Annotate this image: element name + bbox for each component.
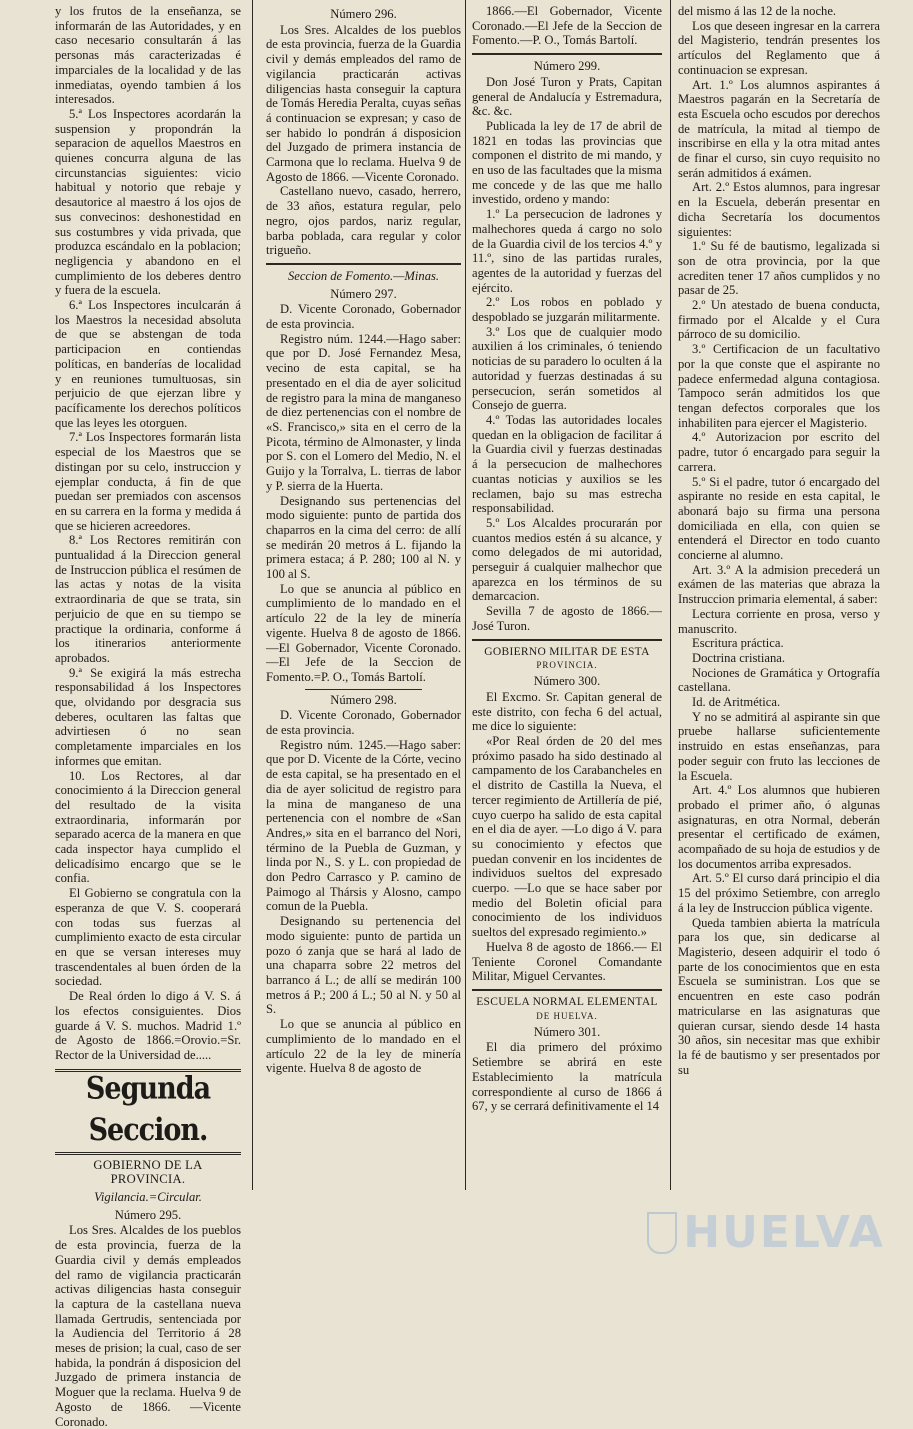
- paragraph: «Por Real órden de 20 del mes próximo pasado ha sido destinado al campamento de los Carabancheles en el distrito de Castilla la Nueva, el tercer regimiento de Artillería de pié, cuyo cuerpo ha salido de esta capital en el dia de ayer. —Lo digo á V. para su conocimiento y efectos que puedan convenir en los incidentes de individuos sueltos del expresado cuerpo. —Lo que se hace saber por medio del Boletin oficial para conocimiento de los individuos sueltos del expresado regimiento.»: [472, 734, 662, 940]
- paragraph: Castellano nuevo, casado, herrero, de 33 años, estatura regular, pelo negro, ojos pardos, nariz regular, barba poblada, cara regular y color trigueño.: [266, 184, 461, 258]
- paragraph: El dia primero del próximo Setiembre se abrirá en este Establecimiento la matrícula correspondiente al curso de 1866 á 67, y se cerrará definitivamente el 14: [472, 1040, 662, 1114]
- paragraph: Sevilla 7 de agosto de 1866.— José Turon.: [472, 604, 662, 633]
- number-heading: Número 296.: [330, 7, 397, 21]
- column-3: [472, 4, 662, 1216]
- paragraph: Designando sus pertenencias del modo siguiente: punto de partida dos chaparros en la cima del cerro: de allí se medirán 20 metros á L. fijando la primera estaca; á P. 280; 100 al N. y 100 al S.: [266, 493, 461, 582]
- paragraph: Lo que se anuncia al público en cumplimiento de lo mandado en el artículo 22 de la ley de minería vigente. Huelva 8 de agosto de: [266, 1017, 461, 1076]
- paragraph: Registro núm. 1245.—Hago saber: que por D. Vicente de la Córte, vecino de esta capital, se ha presentado en el dia de ayer solicitud de registro para la mina de manganeso de una pertenencia con el nombre de «San Andres,» sita en el barranco del Nori, término de la Puebla de Guzman, y linda por N., S. y L. con propiedad de don Pedro Carrasco y P. camino de Paimogo al Thársis y Alosno, campo comun de la Puebla.: [266, 737, 461, 914]
- separator: [305, 689, 422, 690]
- fomento-heading: Seccion de Fomento.—Minas.: [287, 268, 440, 283]
- number-heading: Número 297.: [330, 286, 397, 301]
- paragraph: 6.ª Los Inspectores inculcarán á los Maestros la necesidad absoluta de que se abstengan de toda participacion en contiendas políticas, en banderías de localidad y en reuniones tumultuosas, sin perjuicio de que ejerzan libre y pacíficamente los derechos políticos que las leyes les otorguen.: [55, 298, 241, 430]
- vigilancia-heading: Vigilancia.=Circular.: [94, 1190, 202, 1205]
- paragraph: Los Sres. Alcaldes de los pueblos de esta provincia, fuerza de la Guardia civil y demás empleados del ramo de vigilancia practicarán activas diligencias hasta conseguir la captura de Tomás Heredia Peralta, cuyas señas á continuacion se expresan; y caso de ser habido lo pondrán á disposicion del Juzgado de primera instancia de Carmona que lo reclama. Huelva 9 de Agosto de 1866. —Vicente Coronado.: [266, 22, 461, 184]
- paragraph: 2.º Los robos en poblado y despoblado se juzgarán militarmente.: [472, 295, 662, 325]
- paragraph: De Real órden lo digo á V. S. á los efectos consiguientes. Dios guarde á V. S. muchos. Madrid 1.º de Agosto de 1866.=Orovio.=Sr. Rector de la Universidad de.....: [55, 989, 241, 1062]
- paragraph: D. Vicente Coronado, Gobernador de esta provincia.: [266, 708, 461, 738]
- number-heading: Número 300.: [533, 674, 601, 689]
- list-item: Escritura práctica.: [692, 636, 784, 651]
- paragraph: 10. Los Rectores, al dar conocimiento á la Direccion general del resultado de la visita extraordinaria, informarán por separado acerca de la manera en que cada inspector haya cumplido el delicadísimo encargo que se le confia.: [55, 768, 241, 886]
- paragraph: D. Vicente Coronado, Gobernador de esta provincia.: [266, 302, 461, 332]
- paragraph: 5.º Los Alcaldes procurarán por cuantos medios estén á su alcance, y como delegados de mi autoridad, perseguir á cualquier malhechor que aparezca en los términos de su demarcacion.: [472, 515, 662, 604]
- list-item: Id. de Aritmética.: [692, 695, 781, 710]
- paragraph: Art. 5.º El curso dará principio el dia 15 del próximo Setiembre, con arreglo á la ley de Instruccion pública vigente.: [678, 871, 880, 915]
- column-2: [266, 4, 461, 1216]
- gobierno-heading: GOBIERNO DE LA PROVINCIA.: [93, 1157, 203, 1187]
- list-item: Lectura corriente en prosa, verso y manuscrito.: [678, 606, 880, 636]
- paragraph: Huelva 8 de agosto de 1866.— El Teniente Coronel Comandante Militar, Miguel Cervantes.: [472, 939, 662, 984]
- section-rule: [55, 1152, 241, 1155]
- paragraph: El Excmo. Sr. Capitan general de este distrito, con fecha 6 del actual, me dice lo siguiente:: [472, 689, 662, 734]
- section-title: Segunda Seccion.: [85, 1070, 211, 1148]
- watermark-text: HUELVA: [683, 1207, 885, 1258]
- provincia-subheading: PROVINCIA.: [536, 660, 598, 671]
- huelva-watermark: [647, 1207, 885, 1258]
- paragraph: del mismo á las 12 de la noche.: [678, 4, 837, 18]
- escuela-heading: ESCUELA NORMAL ELEMENTAL: [476, 996, 658, 1008]
- paragraph: Art. 1.º Los alumnos aspirantes á Maestros pagarán en la Secretaría de esta Escuela ocho escudos por derechos de matrícula, la mitad al tiempo de inscribirse en ella y la otra mitad antes de finar el curso, sin cuyo requisito no serán admitidos á exámen.: [678, 77, 880, 180]
- paragraph: 2.º Un atestado de buena conducta, firmado por el Alcalde y el Cura párroco de su domicilio.: [678, 298, 880, 342]
- number-heading: Número 299.: [533, 59, 601, 74]
- paragraph: 8.ª Los Rectores remitirán con puntualidad á la Direccion general de Instruccion pública el resúmen de las actas y notas de la visita extraordinaria de que se trata, sin perjuicio de que en su tiempo se practique la ordinaria, conforme á los itinerarios anteriormente aprobados.: [55, 533, 241, 665]
- paragraph: Registro núm. 1244.—Hago saber: que por D. José Fernandez Mesa, vecino de esta capital, se ha presentado en el dia de ayer solicitud de registro para la mina de manganeso de diez pertenencias con el nombre de «S. Francisco,» sita en el cerro de la Picota, término de Almonaster, y linda por S. con el Lomero del Medio, N. el Guijo y la Torralva, L. tierras de labor y P. sierra de la Huerta.: [266, 331, 461, 493]
- paragraph: Y no se admitirá al aspirante sin que pruebe hallarse suficientemente instruido en estas enseñanzas, para poder seguir con fruto las lecciones de la Escuela.: [678, 709, 880, 783]
- number-heading: Número 298.: [330, 692, 397, 707]
- paragraph: 3.º Certificacion de un facultativo por la que conste que el aspirante no padece enfermedad alguna contagiosa. Tampoco serán admitidos los que tengan defectos corporales que los inhabiliten para ejercer el Magisterio.: [678, 342, 880, 430]
- column-rule: [465, 0, 466, 1190]
- column-4: [678, 4, 880, 1216]
- number-heading: Número 295.: [114, 1207, 182, 1222]
- column-rule: [670, 0, 671, 1190]
- paragraph: Los que deseen ingresar en la carrera del Magisterio, tendrán presentes los artículos del Reglamento que á continuacion se expresan.: [678, 18, 880, 77]
- paragraph: 4.º Todas las autoridades locales quedan en la obligacion de facilitar á la Guardia civil y fuerzas destinadas á la persecucion de malhechores cuantas noticias y auxilios se les reclamen, bajo su mas estrecha responsabilidad.: [472, 412, 662, 516]
- column-rule: [252, 0, 253, 1190]
- shield-icon: [647, 1212, 677, 1254]
- gobierno-militar-heading: GOBIERNO MILITAR DE ESTA: [484, 645, 650, 658]
- paragraph: Designando su pertenencia del modo siguiente: punto de partida un pozo ó zanja que se hará al lado de una chaparra sobre 22 metros del barranco á L.; de allí se medirán 100 metros á P.; 200 á L.; 50 al N. y 50 al S.: [266, 914, 461, 1017]
- column-1: [55, 4, 241, 1429]
- paragraph: Don José Turon y Prats, Capitan general de Andalucía y Estremadura, &c. &c.: [472, 74, 662, 119]
- separator: [472, 989, 662, 991]
- separator: [472, 639, 662, 641]
- paragraph: Art. 4.º Los alumnos que hubieren probado el primer año, ó algunas asignaturas, en otra Normal, deberán presentar el certificado de exámen, acompañado de su hoja de estudios y de los documentos arriba expresados.: [678, 783, 880, 871]
- paragraph: y los frutos de la enseñanza, se informarán de las Autoridades, y en caso necesario consultarán á las personas más caracterizadas é imparciales de la localidad y de las inmediatas, oyendo tambien á los interesados.: [55, 4, 241, 107]
- paragraph: 1866.—El Gobernador, Vicente Coronado.—El Jefe de la Seccion de Fomento.—P. O., Tomás Bartolí.: [472, 4, 662, 48]
- paragraph: Queda tambien abierta la matrícula para los que, sin dedicarse al Magisterio, deseen adquirir el todo ó parte de los conocimientos que en esta Escuela se suministran. Los que se encuentren en este caso podrán matricularse en las asignaturas que quieran cursar, siendo desde 14 hasta 30 años, sin necesitar mas que exhibir la fé de bautismo y ser presentados por su: [678, 915, 880, 1077]
- paragraph: 4.º Autorizacion por escrito del padre, tutor ó encargado para seguir la carrera.: [678, 430, 880, 474]
- number-heading: Número 301.: [533, 1024, 601, 1039]
- paragraph: 1.º La persecucion de ladrones y malhechores queda á cargo no solo de la Guardia civil de los tercios 4.º y 11.º, sino de las partidas rurales, agentes de la autoridad y fuerzas del ejército.: [472, 207, 662, 295]
- separator: [472, 53, 662, 55]
- paragraph: 5.ª Los Inspectores acordarán la suspension y propondrán la separacion de aquellos Maestros en quienes concurra alguna de las circunstancias siguientes: vicio habitual y notorio que rebaje y desautorice al maestro á los ojos de sus convecinos: deshonestidad en sus costumbres y vida privada, que produzca escándalo en la poblacion; negligencia y abandono en el cumplimiento de los deberes dentro y fuera de la escuela.: [55, 106, 241, 298]
- list-item: Doctrina cristiana.: [692, 650, 786, 665]
- paragraph: El Gobierno se congratula con la esperanza de que V. S. cooperará con todas sus fuerzas al cumplimiento exacto de esta circular en que se versan intereses muy trascendentales al buen órden de la sociedad.: [55, 886, 241, 989]
- paragraph: Lo que se anuncia al público en cumplimiento de lo mandado en el artículo 22 de la ley de minería vigente. Huelva 8 de agosto de 1866.—El Gobernador, Vicente Coronado.—El Jefe de la Seccion de Fomento.=P. O., Tomás Bartolí.: [266, 581, 461, 684]
- paragraph: 3.º Los que de cualquier modo auxilien á los criminales, ó teniendo noticias de su paradero lo oculten á la autoridad y fuerzas destinadas á su persecucion, serán sometidos al Consejo de guerra.: [472, 324, 662, 413]
- separator: [266, 263, 461, 265]
- paragraph: 9.ª Se exigirá la más estrecha responsabilidad á los Inspectores que, olvidando por desgracia sus deberes, ocultaren las faltas que advirtiesen ó no sean completamente imparciales en los informes que emitan.: [55, 665, 241, 768]
- paragraph: 1.º Su fé de bautismo, legalizada si son de otra provincia, por la que acrediten tener 17 años cumplidos y no pasar de 25.: [678, 239, 880, 298]
- paragraph: Art. 3.º A la admision precederá un exámen de las materias que abraza la Instruccion primaria elemental, á saber:: [678, 562, 880, 607]
- paragraph: Publicada la ley de 17 de abril de 1821 en todas las provincias que componen el distrito de mi mando, y en uso de las facultades que la misma me concede y de las que me hallo investido, ordeno y mando:: [472, 118, 662, 207]
- paragraph: Art. 2.º Estos alumnos, para ingresar en la Escuela, deberán presentar en dicha Secretaría los documentos siguientes:: [678, 180, 880, 239]
- escuela-subheading: DE HUELVA.: [536, 1010, 598, 1021]
- list-item: Nociones de Gramática y Ortografía castellana.: [678, 665, 880, 695]
- paragraph: 7.ª Los Inspectores formarán lista especial de los Maestros que se distingan por su celo, instruccion y ejemplar conducta, á fin de que puedan ser premiados con ascensos en su carrera en la forma y medida á que se hicieren acreedores.: [55, 430, 241, 533]
- paragraph: 5.º Si el padre, tutor ó encargado del aspirante no reside en esta capital, le abonará bajo su firma una persona domiciliada en ella, con quien se entenderá el Director en todo cuanto concierne al alumno.: [678, 474, 880, 563]
- paragraph: Los Sres. Alcaldes de los pueblos de esta provincia, fuerza de la Guardia civil y demás empleados del ramo de vigilancia practicarán activas diligencias hasta conseguir la captura de la castellana nueva llamada Gertrudis, sentenciada por la Audiencia del Territorio á 28 meses de prision; la cual, caso de ser habida, la pondrán á disposicion del Juzgado de primera instancia de Moguer que la reclama. Huelva 9 de Agosto de 1866. —Vicente Coronado.: [55, 1223, 241, 1429]
